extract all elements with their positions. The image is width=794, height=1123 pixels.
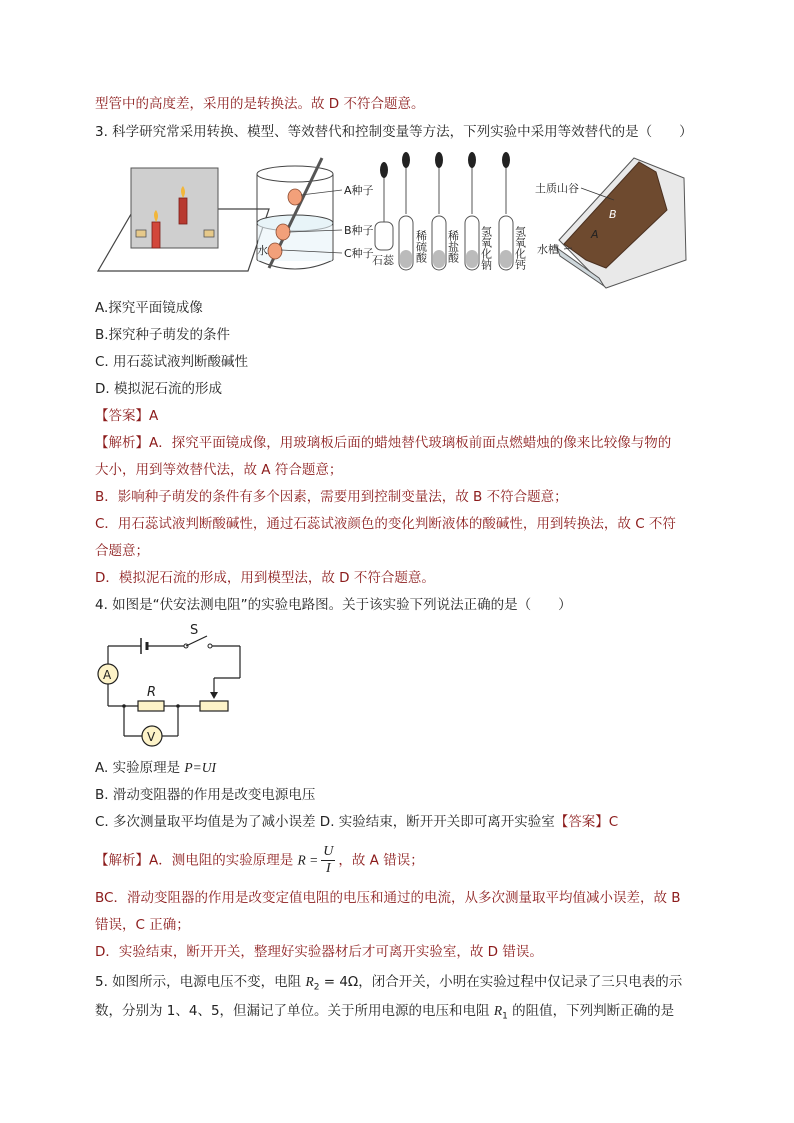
switch-label: S — [190, 623, 199, 638]
debris-flow-model — [535, 158, 686, 288]
q3-analysis-3: B．影响种子萌发的条件有多个因素，需要用到控制变量法，故 B 不符合题意； — [95, 489, 568, 505]
q4-option-b: B. 滑动变阻器的作用是改变电源电压 — [95, 787, 316, 803]
q4-option-cd: C. 多次测量取平均值是为了减小误差 D. 实验结束，断开开关即可离开实验室【答案】C — [95, 814, 619, 830]
q4-option-a: A. 实验原理是 P=UI — [95, 760, 216, 776]
q4-circuit — [94, 622, 254, 752]
litmus-tubes — [372, 152, 527, 270]
label-tube-2: 稀盐酸 — [446, 230, 460, 263]
label-valley: 土质山谷 — [535, 182, 579, 195]
label-litmus: 石蕊 — [372, 254, 394, 267]
label-seed-b: B种子 — [344, 224, 374, 237]
seed-jar — [257, 158, 374, 269]
question-3-stem: 3. 科学研究常采用转换、模型、等效替代和控制变量等方法，下列实验中采用等效替代的是（ ） — [95, 124, 693, 140]
q3-answer: 【答案】A — [95, 408, 159, 424]
q2-tail: 型管中的高度差，采用的是转换法。故 D 不符合题意。 — [95, 96, 425, 112]
q3-option-b: B.探究种子萌发的条件 — [95, 327, 231, 343]
q3-analysis-4: C．用石蕊试液判断酸碱性，通过石蕊试液颜色的变化判断液体的酸碱性，用到转换法，故 C 不符 — [95, 516, 676, 532]
q4-analysis-a: 【解析】A．测电阻的实验原理是 R = $\frac{U}{I}$ ，故 A 错误； — [95, 844, 424, 876]
q4-analysis-bc-1: BC．滑动变阻器的作用是改变定值电阻的电压和通过的电流，从多次测量取平均值减小误差，故 B — [95, 890, 681, 906]
q3-option-d: D. 模拟泥石流的形成 — [95, 381, 222, 397]
ammeter-label: A — [103, 668, 112, 682]
q3-analysis-5: 合题意； — [95, 543, 149, 559]
q3-analysis-1: 【解析】A．探究平面镜成像，用玻璃板后面的蜡烛替代玻璃板前面点燃蜡烛的像来比较像与物的 — [95, 435, 672, 451]
question-5-line-2: 数，分别为 1、4、5，但漏记了单位。关于所用电源的电压和电阻 $R_1$ 的阻值，下列判断正确的是 — [95, 1003, 675, 1022]
q4-analysis-bc-2: 错误，C 正确； — [95, 917, 190, 933]
q4-analysis-d: D．实验结束，断开开关，整理好实验器材后才可离开实验室，故 D 错误。 — [95, 944, 543, 960]
q3-analysis-6: D．模拟泥石流的形成，用到模型法，故 D 不符合题意。 — [95, 570, 435, 586]
voltmeter-label: V — [147, 730, 156, 744]
q3-option-a: A.探究平面镜成像 — [95, 300, 203, 316]
q3-figure — [94, 150, 714, 290]
label-a: A — [591, 228, 599, 241]
label-tube-4: 氢氧化钙 — [513, 226, 527, 270]
question-5-line-1: 5. 如图所示，电源电压不变，电阻 $R_2 = 4\Omega$，闭合开关，小明在实验过程中仅记录了三只电表的示 — [95, 974, 683, 993]
label-trough: 水槽 — [537, 243, 559, 256]
resistor-label: R — [147, 685, 157, 700]
label-tube-3: 氢氧化钠 — [479, 226, 493, 270]
label-b: B — [609, 208, 617, 221]
question-4-stem: 4. 如图是“伏安法测电阻”的实验电路图。关于该实验下列说法正确的是（ ） — [95, 597, 572, 613]
q3-option-c: C. 用石蕊试液判断酸碱性 — [95, 354, 249, 370]
label-water: 水 — [257, 244, 268, 257]
label-seed-a: A种子 — [344, 184, 374, 197]
label-seed-c: C种子 — [344, 247, 374, 260]
q3-analysis-2: 大小，用到等效替代法，故 A 符合题意； — [95, 462, 343, 478]
label-tube-1: 稀硫酸 — [414, 230, 428, 263]
q4-answer: 【答案】C — [554, 814, 619, 830]
